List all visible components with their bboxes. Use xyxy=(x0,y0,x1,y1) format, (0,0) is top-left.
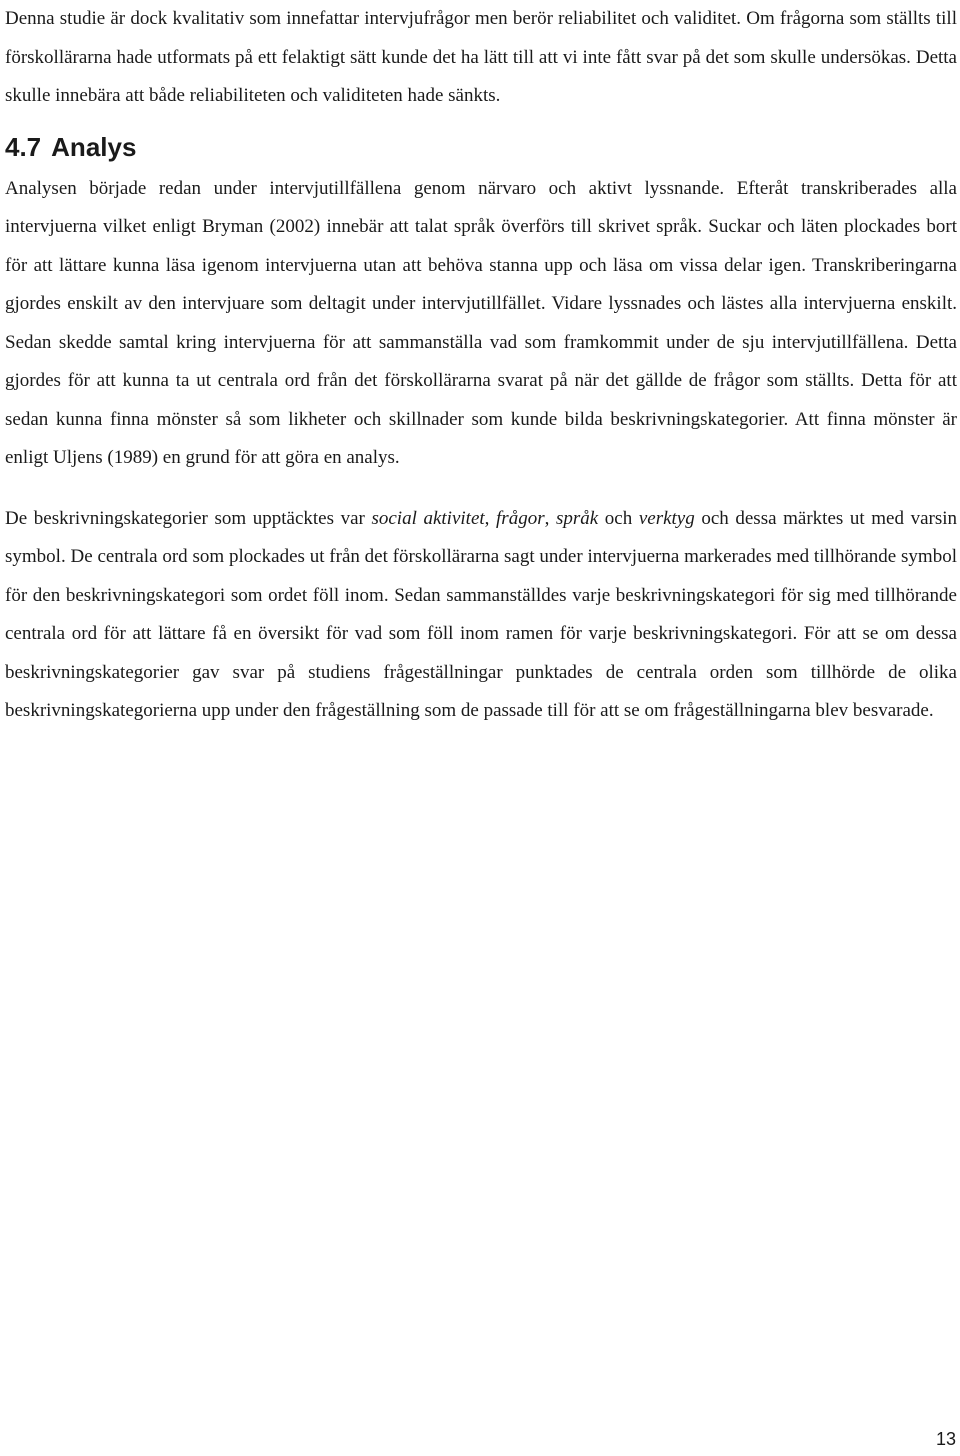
paragraph-reliability: Denna studie är dock kvalitativ som innefattar intervjufrågor men berör reliabilitet och validitet. Om frågorna som ställts till förskollärarna hade utformats på ett felaktigt sätt kunde det ha lätt till att vi inte fått svar på det som skulle undersökas. Detta skulle innebära att både reliabiliteten och validiteten hade sänkts. xyxy=(5,8,957,106)
page-number: 13 xyxy=(935,1429,956,1449)
category-social-aktivitet: social aktivitet xyxy=(371,507,485,529)
categories-rest: och dessa märktes ut med varsin symbol. De centrala ord som plockades ut från det förskollärarna sagt under intervjuerna markerades med tillhörande symbol för den beskrivningskategori som ordet föll inom. Sedan sammanställdes varje beskrivningskategori för sig med tillhörande centrala ord för att lättare få en översikt för vad som föll inom ramen för varje beskrivningskategori. För att se om dessa beskrivningskategorier gav svar på studiens frågeställningar punktades de centrala orden som tillhörde de olika beskrivningskategorierna upp under den frågeställning som de passade till för att se om frågeställningarna blev besvarade. xyxy=(5,507,958,721)
separator: , xyxy=(484,507,497,529)
category-verktyg: verktyg xyxy=(638,507,695,529)
section-title: Analys xyxy=(51,131,137,162)
section-number: 4.7 xyxy=(5,131,42,162)
document-page xyxy=(5,0,957,731)
separator: , xyxy=(544,507,556,529)
paragraph-categories xyxy=(5,500,957,731)
category-fragor: frågor xyxy=(496,507,545,529)
categories-intro: De beskrivningskategorier som upptäcktes var xyxy=(5,507,372,529)
paragraph-analysis: Analysen började redan under intervjutillfällena genom närvaro och aktivt lyssnande. Efteråt transkriberades alla intervjuerna vilket enligt Bryman (2002) innebär att talat språk överförs till skrivet språk. Suckar och läten plockades bort för att lättare kunna läsa igenom intervjuerna utan att behöva stanna upp och läsa om vissa delar igen. Transkriberingarna gjordes enskilt av den intervjuare som deltagit under intervjutillfället. Vidare lyssnades och lästes alla intervjuerna enskilt. Sedan skedde samtal kring intervjuerna för att sammanställa vad som framkommit under de sju intervjutillfällena. Detta gjordes för att kunna ta ut centrala ord från det förskollärarna svarat på när det gällde de frågor som ställts. Detta för att sedan kunna finna mönster så som likheter och skillnader som kunde bilda beskrivningskategorier. Att finna mönster är enligt Uljens (1989) en grund för att göra en analys. xyxy=(5,177,957,468)
separator: och xyxy=(598,507,639,529)
category-sprak: språk xyxy=(555,507,599,529)
section-heading xyxy=(5,130,957,164)
